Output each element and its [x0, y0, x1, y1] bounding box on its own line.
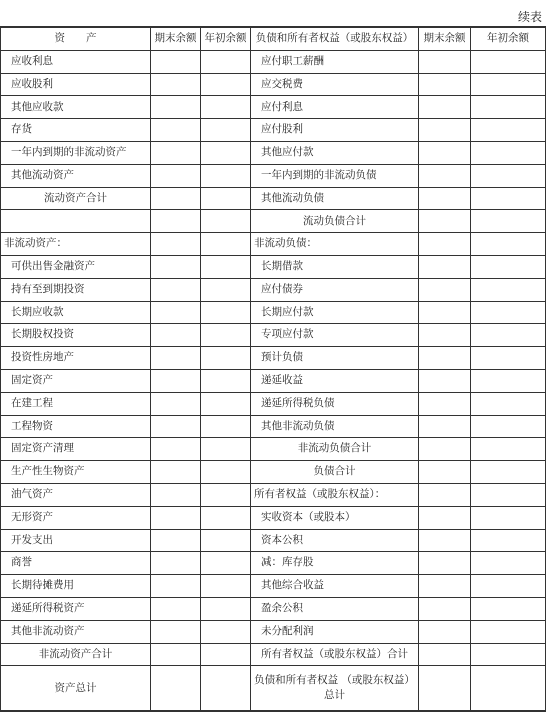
- asset-end-balance: [151, 529, 201, 552]
- asset-item: 长期股权投资: [1, 324, 151, 347]
- asset-begin-balance: [201, 461, 251, 484]
- liability-end-balance: [419, 643, 471, 666]
- table-row: [1, 461, 546, 484]
- liability-begin-balance: [471, 164, 546, 187]
- liability-end-balance: [419, 73, 471, 96]
- table-row: [1, 233, 546, 256]
- liability-end-balance: [419, 369, 471, 392]
- asset-item: 流动资产合计: [1, 187, 151, 210]
- asset-item: 非流动资产：: [1, 233, 151, 256]
- liability-end-balance: [419, 597, 471, 620]
- liability-equity-item: 非流动负债：: [251, 233, 419, 256]
- liability-end-balance: [419, 141, 471, 164]
- liability-equity-item: 专项应付款: [251, 324, 419, 347]
- asset-begin-balance: [201, 643, 251, 666]
- asset-begin-balance: [201, 597, 251, 620]
- liability-equity-item: 所有者权益（或股东权益）：: [251, 483, 419, 506]
- liability-begin-balance: [471, 483, 546, 506]
- header-begin-balance-assets: 年初余额: [201, 27, 251, 50]
- continued-label: 续表: [517, 10, 542, 24]
- liability-equity-item: 流动负债合计: [251, 210, 419, 233]
- asset-end-balance: [151, 415, 201, 438]
- liability-equity-item: 预计负债: [251, 347, 419, 370]
- liability-end-balance: [419, 392, 471, 415]
- liability-equity-item: 长期借款: [251, 255, 419, 278]
- liability-equity-item: 应交税费: [251, 73, 419, 96]
- asset-item: 固定资产: [1, 369, 151, 392]
- asset-begin-balance: [201, 233, 251, 256]
- asset-begin-balance: [201, 575, 251, 598]
- asset-end-balance: [151, 255, 201, 278]
- asset-end-balance: [151, 324, 201, 347]
- liability-begin-balance: [471, 643, 546, 666]
- asset-end-balance: [151, 506, 201, 529]
- asset-end-balance: [151, 347, 201, 370]
- liability-end-balance: [419, 119, 471, 142]
- asset-item: 非流动资产合计: [1, 643, 151, 666]
- asset-item: 递延所得税资产: [1, 597, 151, 620]
- liability-equity-item: 其他流动负债: [251, 187, 419, 210]
- liability-begin-balance: [471, 347, 546, 370]
- asset-end-balance: [151, 575, 201, 598]
- asset-begin-balance: [201, 369, 251, 392]
- asset-begin-balance: [201, 415, 251, 438]
- asset-begin-balance: [201, 210, 251, 233]
- table-row: [1, 210, 546, 233]
- table-header-row: [1, 27, 546, 50]
- liability-equity-item: 长期应付款: [251, 301, 419, 324]
- liability-end-balance: [419, 438, 471, 461]
- asset-end-balance: [151, 119, 201, 142]
- asset-begin-balance: [201, 347, 251, 370]
- table-row: [1, 119, 546, 142]
- liability-end-balance: [419, 96, 471, 119]
- asset-end-balance: [151, 392, 201, 415]
- table-row: [1, 415, 546, 438]
- liability-end-balance: [419, 347, 471, 370]
- asset-item: 开发支出: [1, 529, 151, 552]
- table-row: [1, 324, 546, 347]
- asset-item: 应收利息: [1, 50, 151, 73]
- asset-end-balance: [151, 73, 201, 96]
- liability-begin-balance: [471, 575, 546, 598]
- header-assets: 资 产: [1, 27, 151, 50]
- header-liabilities-equity: 负债和所有者权益（或股东权益）: [251, 27, 419, 50]
- liability-equity-item: 盈余公积: [251, 597, 419, 620]
- asset-item: 持有至到期投资: [1, 278, 151, 301]
- liability-equity-item: 实收资本（或股本）: [251, 506, 419, 529]
- table-row: [1, 278, 546, 301]
- liability-equity-item: 负债合计: [251, 461, 419, 484]
- table-row: [1, 96, 546, 119]
- liability-begin-balance: [471, 506, 546, 529]
- liability-end-balance: [419, 529, 471, 552]
- table-row: [1, 392, 546, 415]
- table-row: [1, 620, 546, 643]
- table-row: [1, 347, 546, 370]
- table-row: [1, 643, 546, 666]
- asset-begin-balance: [201, 141, 251, 164]
- asset-item: 生产性生物资产: [1, 461, 151, 484]
- liability-begin-balance: [471, 210, 546, 233]
- liability-begin-balance: [471, 415, 546, 438]
- liability-begin-balance: [471, 50, 546, 73]
- asset-begin-balance: [201, 164, 251, 187]
- liability-equity-item: 减：库存股: [251, 552, 419, 575]
- asset-item: 投资性房地产: [1, 347, 151, 370]
- table-row: [1, 73, 546, 96]
- asset-end-balance: [151, 164, 201, 187]
- liability-equity-item: 资本公积: [251, 529, 419, 552]
- table-row: [1, 666, 546, 712]
- liability-end-balance: [419, 210, 471, 233]
- liability-end-balance: [419, 50, 471, 73]
- table-row: [1, 506, 546, 529]
- liability-end-balance: [419, 666, 471, 712]
- asset-end-balance: [151, 50, 201, 73]
- asset-end-balance: [151, 210, 201, 233]
- asset-item: 在建工程: [1, 392, 151, 415]
- liability-begin-balance: [471, 278, 546, 301]
- asset-begin-balance: [201, 278, 251, 301]
- liability-end-balance: [419, 233, 471, 256]
- asset-item: [1, 210, 151, 233]
- asset-end-balance: [151, 278, 201, 301]
- liability-equity-item: 递延所得税负债: [251, 392, 419, 415]
- table-row: [1, 50, 546, 73]
- liability-equity-item: 一年内到期的非流动负债: [251, 164, 419, 187]
- liability-end-balance: [419, 164, 471, 187]
- asset-item: 应收股利: [1, 73, 151, 96]
- liability-begin-balance: [471, 552, 546, 575]
- asset-item: 工程物资: [1, 415, 151, 438]
- asset-begin-balance: [201, 324, 251, 347]
- liability-begin-balance: [471, 529, 546, 552]
- table-row: [1, 187, 546, 210]
- header-begin-balance-liabilities: 年初余额: [471, 27, 546, 50]
- asset-begin-balance: [201, 483, 251, 506]
- liability-end-balance: [419, 324, 471, 347]
- asset-end-balance: [151, 233, 201, 256]
- asset-end-balance: [151, 369, 201, 392]
- liability-equity-item: 应付债券: [251, 278, 419, 301]
- balance-sheet-table: [0, 26, 546, 712]
- liability-end-balance: [419, 575, 471, 598]
- liability-end-balance: [419, 552, 471, 575]
- liability-end-balance: [419, 620, 471, 643]
- asset-begin-balance: [201, 392, 251, 415]
- asset-item: 无形资产: [1, 506, 151, 529]
- asset-end-balance: [151, 552, 201, 575]
- asset-end-balance: [151, 301, 201, 324]
- asset-item: 资产总计: [1, 666, 151, 712]
- liability-equity-item: 所有者权益（或股东权益）合计: [251, 643, 419, 666]
- liability-equity-item: 应付股利: [251, 119, 419, 142]
- liability-equity-item: 递延收益: [251, 369, 419, 392]
- liability-begin-balance: [471, 597, 546, 620]
- asset-item: 固定资产清理: [1, 438, 151, 461]
- liability-equity-item: 未分配利润: [251, 620, 419, 643]
- table-row: [1, 141, 546, 164]
- asset-item: 商誉: [1, 552, 151, 575]
- liability-end-balance: [419, 187, 471, 210]
- asset-end-balance: [151, 461, 201, 484]
- asset-begin-balance: [201, 73, 251, 96]
- liability-begin-balance: [471, 96, 546, 119]
- liability-begin-balance: [471, 438, 546, 461]
- liability-equity-item: 非流动负债合计: [251, 438, 419, 461]
- table-row: [1, 575, 546, 598]
- liability-begin-balance: [471, 233, 546, 256]
- liability-equity-item: 其他综合收益: [251, 575, 419, 598]
- liability-begin-balance: [471, 324, 546, 347]
- asset-begin-balance: [201, 552, 251, 575]
- asset-end-balance: [151, 141, 201, 164]
- liability-equity-item: 应付职工薪酬: [251, 50, 419, 73]
- asset-item: 其他流动资产: [1, 164, 151, 187]
- asset-begin-balance: [201, 620, 251, 643]
- table-row: [1, 369, 546, 392]
- header-end-balance-assets: 期末余额: [151, 27, 201, 50]
- asset-begin-balance: [201, 301, 251, 324]
- liability-end-balance: [419, 483, 471, 506]
- liability-begin-balance: [471, 666, 546, 712]
- asset-end-balance: [151, 483, 201, 506]
- liability-begin-balance: [471, 392, 546, 415]
- liability-equity-item: 应付利息: [251, 96, 419, 119]
- liability-begin-balance: [471, 461, 546, 484]
- asset-begin-balance: [201, 96, 251, 119]
- asset-begin-balance: [201, 119, 251, 142]
- asset-item: 其他应收款: [1, 96, 151, 119]
- asset-end-balance: [151, 438, 201, 461]
- asset-begin-balance: [201, 255, 251, 278]
- liability-end-balance: [419, 255, 471, 278]
- liability-end-balance: [419, 506, 471, 529]
- asset-end-balance: [151, 666, 201, 712]
- liability-equity-item: 负债和所有者权益 （或股东权益）总计: [251, 666, 419, 712]
- asset-begin-balance: [201, 50, 251, 73]
- liability-begin-balance: [471, 141, 546, 164]
- liability-equity-item: 其他应付款: [251, 141, 419, 164]
- liability-end-balance: [419, 278, 471, 301]
- asset-begin-balance: [201, 666, 251, 712]
- asset-end-balance: [151, 643, 201, 666]
- table-row: [1, 552, 546, 575]
- liability-end-balance: [419, 415, 471, 438]
- asset-begin-balance: [201, 187, 251, 210]
- liability-begin-balance: [471, 620, 546, 643]
- asset-item: 油气资产: [1, 483, 151, 506]
- asset-item: 长期待摊费用: [1, 575, 151, 598]
- asset-begin-balance: [201, 506, 251, 529]
- table-row: [1, 483, 546, 506]
- liability-equity-item: 其他非流动负债: [251, 415, 419, 438]
- table-row: [1, 597, 546, 620]
- table-row: [1, 255, 546, 278]
- liability-begin-balance: [471, 119, 546, 142]
- table-row: [1, 438, 546, 461]
- asset-end-balance: [151, 96, 201, 119]
- asset-end-balance: [151, 597, 201, 620]
- header-end-balance-liabilities: 期末余额: [419, 27, 471, 50]
- liability-begin-balance: [471, 187, 546, 210]
- asset-end-balance: [151, 620, 201, 643]
- table-row: [1, 301, 546, 324]
- asset-begin-balance: [201, 438, 251, 461]
- asset-item: 一年内到期的非流动资产: [1, 141, 151, 164]
- asset-end-balance: [151, 187, 201, 210]
- table-row: [1, 164, 546, 187]
- asset-begin-balance: [201, 529, 251, 552]
- table-row: [1, 529, 546, 552]
- liability-end-balance: [419, 301, 471, 324]
- liability-begin-balance: [471, 369, 546, 392]
- asset-item: 存货: [1, 119, 151, 142]
- asset-item: 长期应收款: [1, 301, 151, 324]
- asset-item: 可供出售金融资产: [1, 255, 151, 278]
- liability-begin-balance: [471, 255, 546, 278]
- liability-end-balance: [419, 461, 471, 484]
- liability-begin-balance: [471, 73, 546, 96]
- liability-begin-balance: [471, 301, 546, 324]
- asset-item: 其他非流动资产: [1, 620, 151, 643]
